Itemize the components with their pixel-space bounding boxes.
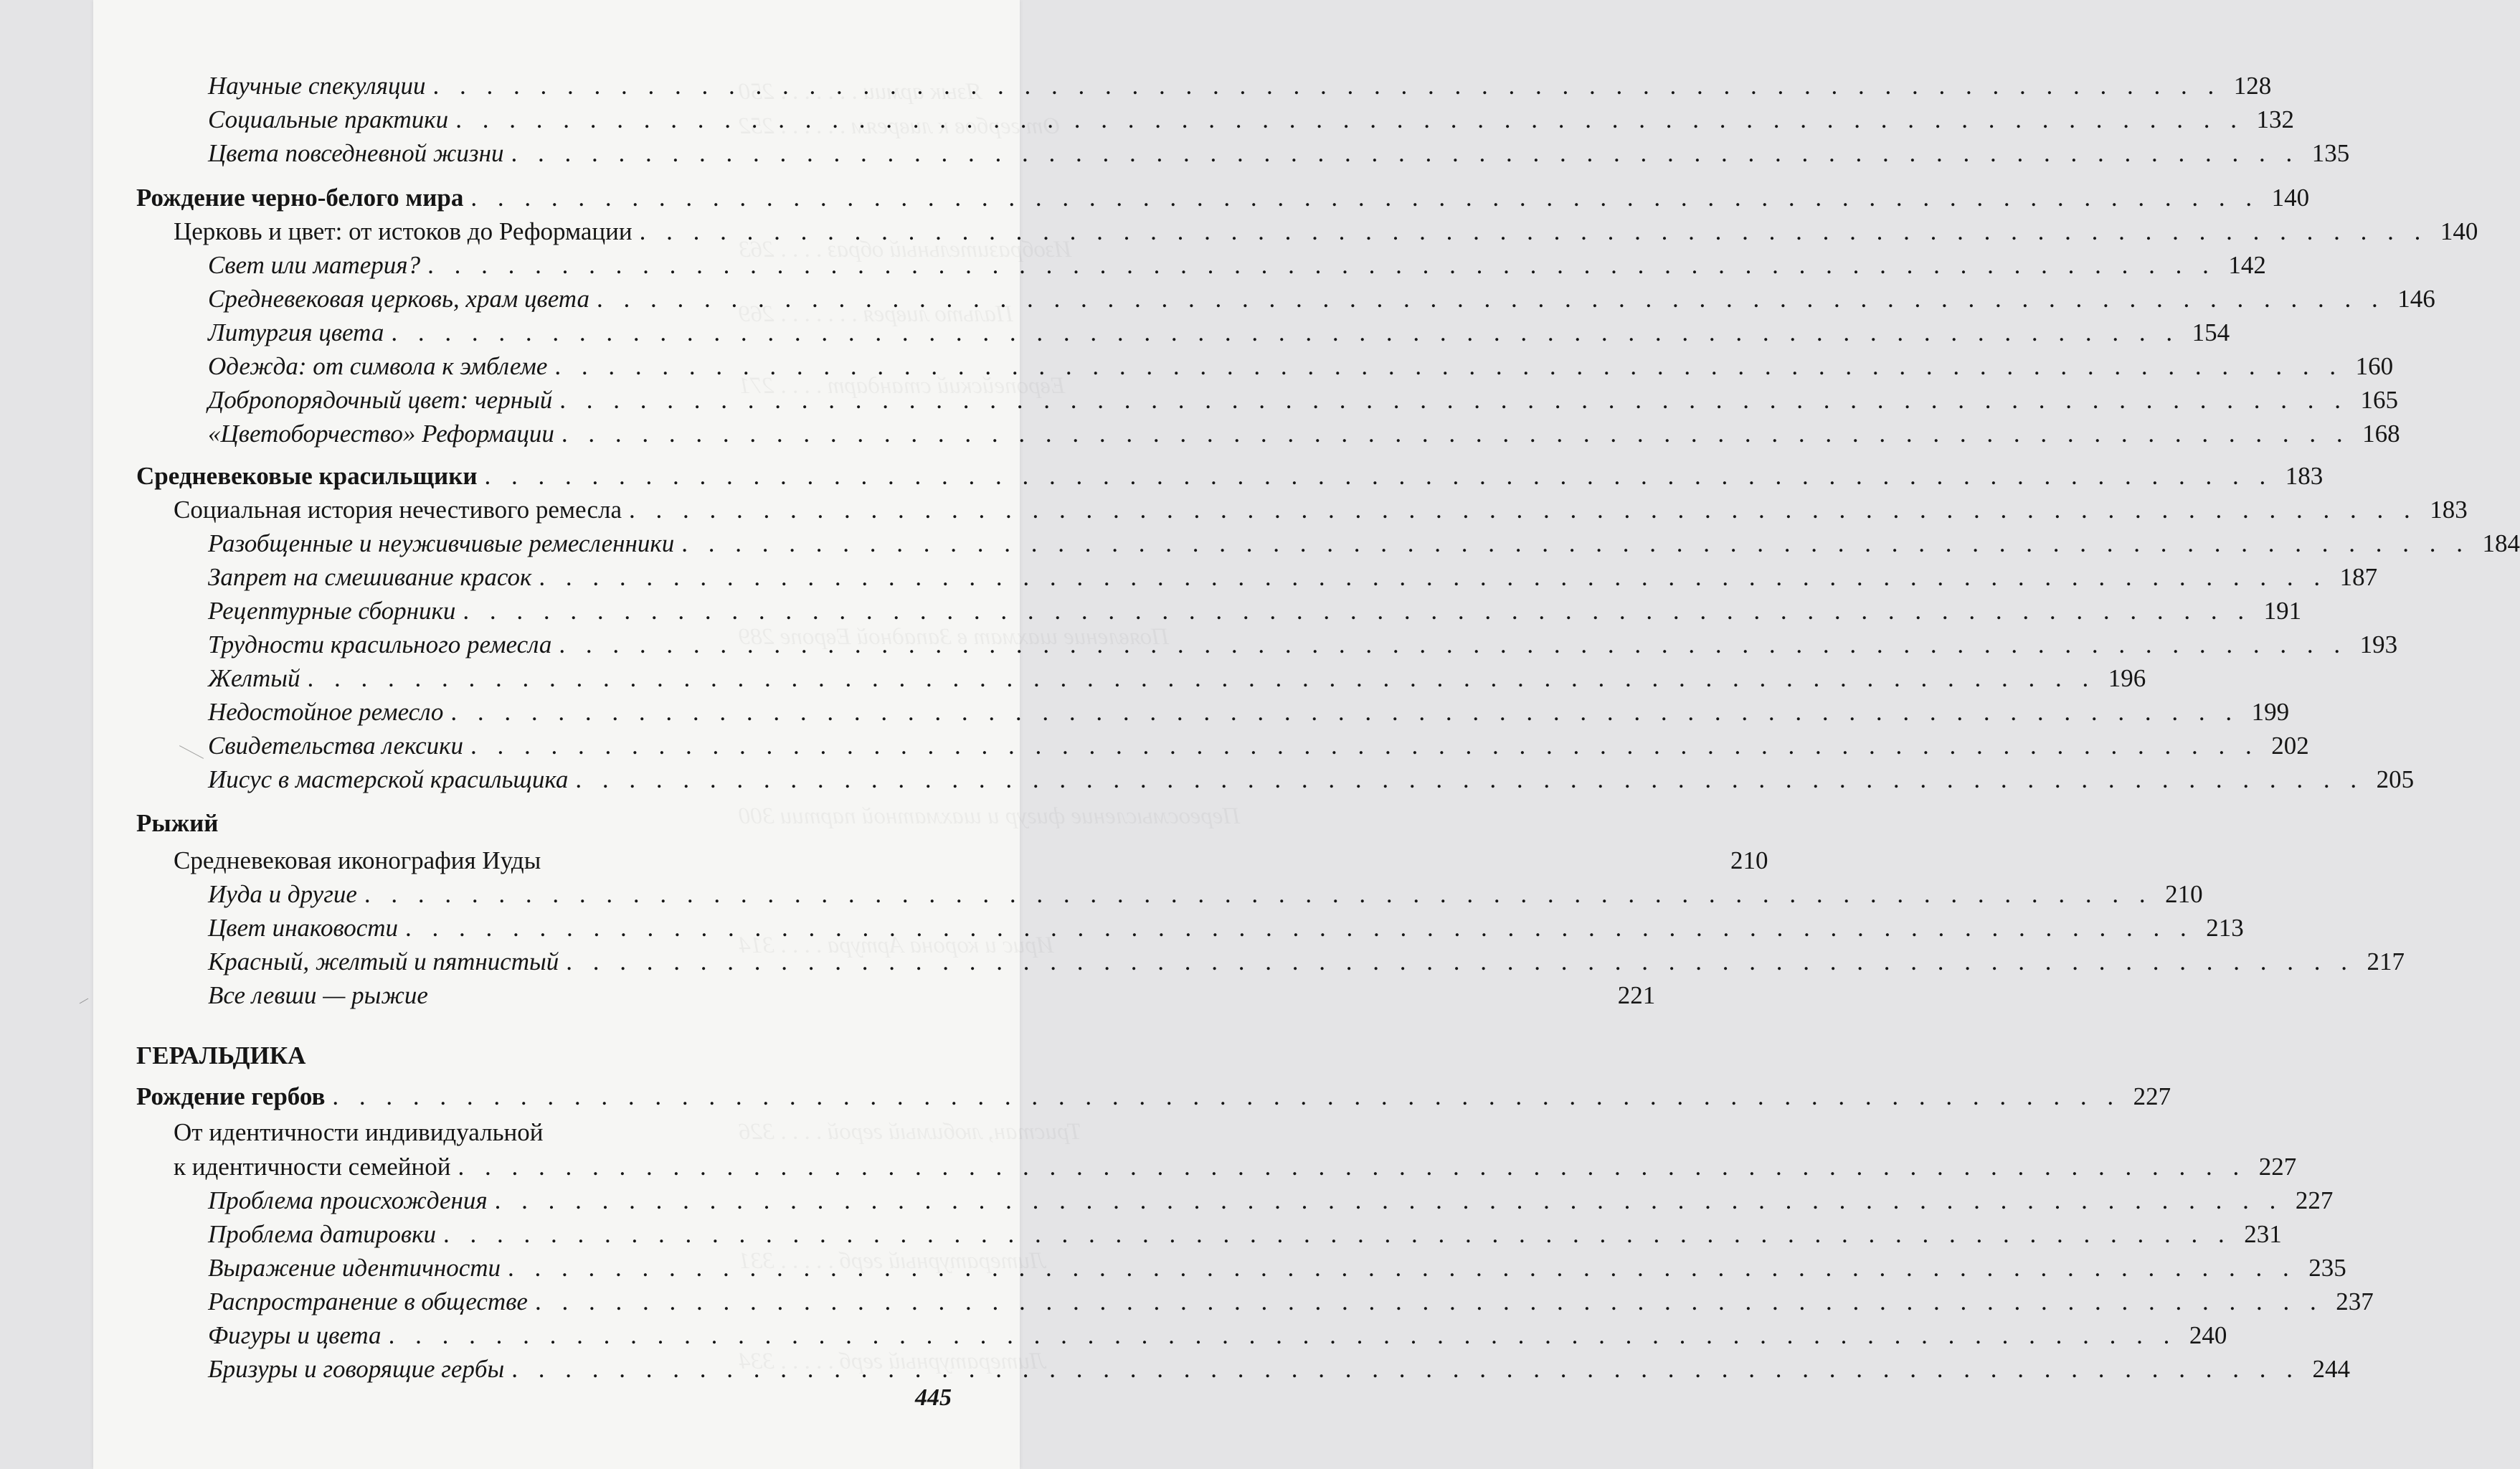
toc-entry-title: Проблема происхождения [208, 1186, 488, 1214]
dot-leader: . . . . . . . . . . . . . . . . . . . . . . . . . . . . . . . . . . . . . . . . . . . . . . . . . . . . . . . . . . . . . . . . . . . [508, 1254, 2296, 1282]
toc-page-number: 191 [2263, 597, 2302, 625]
toc-chapter [136, 460, 2324, 492]
toc-entry-title: Распространение в обществе [208, 1288, 528, 1316]
dot-leader: . . . . . . . . . . . . . . . . . . . . . . . . . . . . . . . . . . . . . . . . . . . . . . . . . . . . . . . . . . . . . . . . . . . [559, 386, 2349, 414]
dot-leader: . . . . . . . . . . . . . . . . . . . . . . . . . . . . . . . . . . . . . . . . . . . . . . . . . . . . . . . . . . . . . . . . . . . [391, 318, 2180, 346]
dot-leader: . . . . . . . . . . . . . . . . . . . . . . . . . . . . . . . . . . . . . . . . . . . . . . . . . . . . . . . . . . . . . . . . . . . [470, 184, 2260, 212]
toc-page-number: 227 [2133, 1082, 2171, 1110]
toc-entry-title: Цвет инаковости [208, 914, 399, 942]
dot-leader: . . . . . . . . . . . . . . . . . . . . . . . . . . . . . . . . . . . . . . . . . . . . . . . . . . . . . . . . . . . . . . . . . . . [554, 352, 2344, 380]
toc-page-number: 168 [2362, 420, 2400, 448]
toc-chapter [136, 808, 972, 839]
toc-chapter-title: Рыжий [136, 809, 219, 837]
toc-entry-title: Все левши — рыжие [208, 981, 428, 1009]
toc-section [136, 494, 2468, 526]
toc-entry-title: Свидетельства лексики [208, 732, 463, 760]
toc-page-number: 202 [2271, 732, 2309, 760]
toc-entry [136, 384, 2399, 416]
toc-entry [136, 317, 2230, 349]
toc-entry [136, 1320, 2227, 1351]
dot-leader: . . . . . . . . . . . . . . . . . . . . . . . . . . . . . . . . . . . . . . . . . . . . . . . . . . . . . . . . . . . . . . . . . . . [458, 1153, 2247, 1181]
toc-chapter-title: Рождение гербов [136, 1082, 326, 1110]
dot-leader: . . . . . . . . . . . . . . . . . . . . . . . . . . . . . . . . . . . . . . . . . . . . . . . . . . . . . . . . . . . . . . . . . . . [639, 217, 2428, 245]
dot-leader: . . . . . . . . . . . . . . . . . . . . . . . . . . . . . . . . . . . . . . . . . . . . . . . . . . . . . . . . . . . . . . . . . . . [628, 496, 2417, 524]
toc-entry-title: Иисус в мастерской красильщика [208, 765, 569, 793]
toc-page-number: 217 [2367, 948, 2405, 976]
dot-leader [548, 845, 1718, 877]
toc-entry [136, 912, 2244, 944]
toc-entry [136, 946, 2405, 978]
toc-section-title-line1: От идентичности индивидуальной [174, 1118, 544, 1146]
toc-page-number: 227 [2258, 1153, 2297, 1181]
toc-section-title: Социальная история нечестивого ремесла [174, 496, 622, 524]
toc-section [136, 845, 1768, 877]
toc-part [136, 1040, 972, 1072]
toc-page-number: 140 [2440, 217, 2478, 245]
toc-page-number: 184 [2482, 529, 2520, 557]
toc-page-number: 128 [2233, 72, 2272, 100]
toc-section [136, 1151, 2297, 1183]
toc-entry [136, 629, 2398, 661]
dot-leader: . . . . . . . . . . . . . . . . . . . . . . . . . . . . . . . . . . . . . . . . . . . . . . . . . . . . . . . . . . . . . . . . . . . [405, 914, 2194, 942]
dot-leader: . . . . . . . . . . . . . . . . . . . . . . . . . . . . . . . . . . . . . . . . . . . . . . . . . . . . . . . . . . . . . . . . . . . [681, 529, 2470, 557]
toc-page-number: 240 [2189, 1321, 2227, 1349]
toc-entry [136, 696, 2290, 728]
toc-page-number: 165 [2360, 386, 2399, 414]
toc-page-number: 140 [2271, 184, 2310, 212]
toc-page-number: 227 [2295, 1186, 2334, 1214]
dot-leader: . . . . . . . . . . . . . . . . . . . . . . . . . . . . . . . . . . . . . . . . . . . . . . . . . . . . . . . . . . . . . . . . . . . [450, 698, 2240, 726]
toc-page-number: 154 [2192, 318, 2230, 346]
toc-entry [136, 1185, 2334, 1217]
toc-entry [136, 1286, 2374, 1318]
dot-leader: . . . . . . . . . . . . . . . . . . . . . . . . . . . . . . . . . . . . . . . . . . . . . . . . . . . . . . . . . . . . . . . . . . . [388, 1321, 2177, 1349]
dot-leader: . . . . . . . . . . . . . . . . . . . . . . . . . . . . . . . . . . . . . . . . . . . . . . . . . . . . . . . . . . . . . . . . . . . [432, 72, 2222, 100]
toc-entry-title: «Цветоборчество» Реформации [208, 420, 554, 448]
toc-page-number: 193 [2359, 630, 2398, 658]
toc-page-number: 135 [2311, 139, 2350, 167]
toc-entry [136, 104, 2294, 136]
toc-entry [136, 879, 2203, 910]
dot-leader: . . . . . . . . . . . . . . . . . . . . . . . . . . . . . . . . . . . . . . . . . . . . . . . . . . . . . . . . . . . . . . . . . . . [484, 462, 2273, 490]
dot-leader: . . . . . . . . . . . . . . . . . . . . . . . . . . . . . . . . . . . . . . . . . . . . . . . . . . . . . . . . . . . . . . . . . . . [455, 105, 2244, 133]
dot-leader: . . . . . . . . . . . . . . . . . . . . . . . . . . . . . . . . . . . . . . . . . . . . . . . . . . . . . . . . . . . . . . . . . . . [539, 563, 2328, 591]
dot-leader: . . . . . . . . . . . . . . . . . . . . . . . . . . . . . . . . . . . . . . . . . . . . . . . . . . . . . . . . . . . . . . . . . . . [470, 732, 2259, 760]
table-of-contents [93, 0, 2520, 1469]
toc-entry-title: Добропорядочный цвет: черный [208, 386, 553, 414]
dot-leader: . . . . . . . . . . . . . . . . . . . . . . . . . . . . . . . . . . . . . . . . . . . . . . . . . . . . . . . . . . . . . . . . . . . [566, 948, 2355, 976]
toc-entry-title: Бризуры и говорящие гербы [208, 1355, 505, 1383]
toc-entry-title: Социальные практики [208, 105, 449, 133]
toc-entry [136, 138, 2350, 169]
toc-entry-title: Запрет на смешивание красок [208, 563, 532, 591]
toc-section-title-line2: к идентичности семейной [174, 1153, 451, 1181]
toc-entry [136, 1252, 2346, 1284]
book-page [93, 0, 2520, 1469]
toc-entry-title: Научные спекуляции [208, 72, 426, 100]
toc-entry-title: Красный, желтый и пятнистый [208, 948, 559, 976]
toc-part-title: ГЕРАЛЬДИКА [136, 1041, 306, 1069]
toc-page-number: 231 [2244, 1220, 2282, 1248]
toc-entry [136, 562, 2378, 593]
toc-entry [136, 418, 2400, 450]
page-number: 445 [915, 1384, 952, 1411]
toc-entry-title: Цвета повседневной жизни [208, 139, 504, 167]
dot-leader: . . . . . . . . . . . . . . . . . . . . . . . . . . . . . . . . . . . . . . . . . . . . . . . . . . . . . . . . . . . . . . . . . . . [332, 1082, 2121, 1110]
toc-page-number: 199 [2251, 698, 2290, 726]
toc-page-number: 210 [2165, 880, 2203, 908]
toc-entry [136, 663, 2146, 694]
toc-chapter-title: Средневековые красильщики [136, 462, 478, 490]
toc-page-number: 213 [2206, 914, 2244, 942]
dot-leader: . . . . . . . . . . . . . . . . . . . . . . . . . . . . . . . . . . . . . . . . . . . . . . . . . . . . . . . . . . . . . . . . . . . [511, 1355, 2300, 1383]
toc-page-number: 187 [2339, 563, 2378, 591]
toc-entry [136, 283, 2435, 315]
dot-leader: . . . . . . . . . . . . . . . . . . . . . . . . . . . . . . . . . . . . . . . . . . . . . . . . . . . . . . . . . . . . . . . . . . . [534, 1288, 2324, 1316]
toc-page-number: 183 [2285, 462, 2324, 490]
toc-page-number: 205 [2376, 765, 2415, 793]
toc-chapter [136, 182, 2310, 214]
pencil-mark [80, 998, 89, 1004]
dot-leader: . . . . . . . . . . . . . . . . . . . . . . . . . . . . . . . . . . . . . . . . . . . . . . . . . . . . . . . . . . . . . . . . . . . [575, 765, 2364, 793]
toc-section [136, 216, 2478, 247]
toc-entry [136, 1354, 2350, 1385]
toc-entry-title: Рецептурные сборники [208, 597, 456, 625]
dot-leader: . . . . . . . . . . . . . . . . . . . . . . . . . . . . . . . . . . . . . . . . . . . . . . . . . . . . . . . . . . . . . . . . . . . [597, 285, 2385, 313]
toc-entry-title: Средневековая церковь, храм цвета [208, 285, 590, 313]
toc-entry-title: Фигуры и цвета [208, 1321, 382, 1349]
toc-entry [136, 1219, 2282, 1250]
toc-entry [136, 528, 2520, 559]
dot-leader: . . . . . . . . . . . . . . . . . . . . . . . . . . . . . . . . . . . . . . . . . . . . . . . . . . . . . . . . . . . . . . . . . . . [463, 597, 2252, 625]
dot-leader: . . . . . . . . . . . . . . . . . . . . . . . . . . . . . . . . . . . . . . . . . . . . . . . . . . . . . . . . . . . . . . . . . . . [561, 420, 2350, 448]
toc-page-number: 244 [2312, 1355, 2350, 1383]
toc-entry [136, 730, 2309, 762]
toc-section-title: Средневековая иконография Иуды [174, 846, 541, 874]
dot-leader: . . . . . . . . . . . . . . . . . . . . . . . . . . . . . . . . . . . . . . . . . . . . . . . . . . . . . . . . . . . . . . . . . . . [442, 1220, 2232, 1248]
toc-entry-title: Трудности красильного ремесла [208, 630, 552, 658]
toc-entry [136, 250, 2266, 281]
toc-entry-title: Иуда и другие [208, 880, 357, 908]
dot-leader: . . . . . . . . . . . . . . . . . . . . . . . . . . . . . . . . . . . . . . . . . . . . . . . . . . . . . . . . . . . . . . . . . . . [511, 139, 2300, 167]
dot-leader: . . . . . . . . . . . . . . . . . . . . . . . . . . . . . . . . . . . . . . . . . . . . . . . . . . . . . . . . . . . . . . . . . . . [364, 880, 2153, 908]
toc-entry [136, 980, 1656, 1011]
toc-chapter [136, 1081, 2171, 1113]
toc-entry-title: Литургия цвета [208, 318, 384, 346]
toc-entry-title: Проблема датировки [208, 1220, 436, 1248]
toc-entry-title: Разобщенные и неуживчивые ремесленники [208, 529, 675, 557]
dot-leader: . . . . . . . . . . . . . . . . . . . . . . . . . . . . . . . . . . . . . . . . . . . . . . . . . . . . . . . . . . . . . . . . . . . [307, 664, 2096, 692]
toc-page-number: 235 [2308, 1254, 2346, 1282]
toc-entry [136, 351, 2394, 382]
toc-entry-title: Выражение идентичности [208, 1254, 501, 1282]
toc-page-number: 142 [2228, 251, 2266, 279]
toc-chapter-title: Рождение черно-белого мира [136, 184, 464, 212]
toc-page-number: 160 [2355, 352, 2394, 380]
toc-page-number: 237 [2336, 1288, 2374, 1316]
toc-section-title: Церковь и цвет: от истоков до Реформации [174, 217, 633, 245]
toc-entry-title: Свет или материя? [208, 251, 421, 279]
dot-leader [435, 980, 1605, 1011]
toc-entry-title: Одежда: от символа к эмблеме [208, 352, 548, 380]
toc-entry-title: Желтый [208, 664, 300, 692]
toc-page-number: 221 [1617, 981, 1656, 1009]
toc-page-number: 196 [2108, 664, 2146, 692]
toc-page-number: 132 [2256, 105, 2294, 133]
dot-leader: . . . . . . . . . . . . . . . . . . . . . . . . . . . . . . . . . . . . . . . . . . . . . . . . . . . . . . . . . . . . . . . . . . . [559, 630, 2348, 658]
toc-entry-title: Недостойное ремесло [208, 698, 444, 726]
dot-leader: . . . . . . . . . . . . . . . . . . . . . . . . . . . . . . . . . . . . . . . . . . . . . . . . . . . . . . . . . . . . . . . . . . . [427, 251, 2216, 279]
toc-entry [136, 595, 2302, 627]
toc-page-number: 210 [1730, 846, 1768, 874]
toc-page-number: 183 [2430, 496, 2468, 524]
dot-leader: . . . . . . . . . . . . . . . . . . . . . . . . . . . . . . . . . . . . . . . . . . . . . . . . . . . . . . . . . . . . . . . . . . . [494, 1186, 2283, 1214]
toc-page-number: 146 [2397, 285, 2435, 313]
toc-entry [136, 764, 2415, 795]
toc-entry [136, 70, 2272, 102]
